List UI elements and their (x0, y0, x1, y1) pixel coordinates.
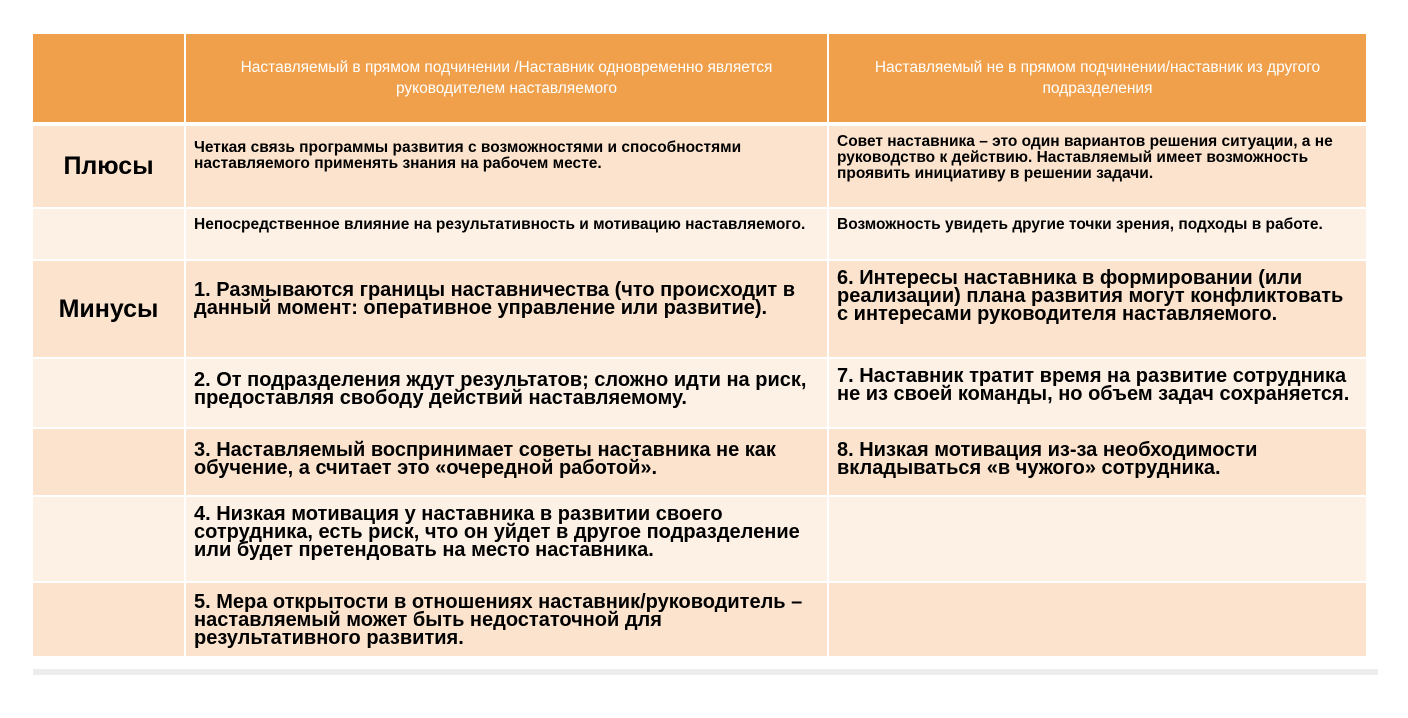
pros-cell-3: Непосредственное влияние на результативность и мотивацию наставляемого. (185, 208, 828, 260)
comparison-table (33, 34, 1366, 656)
cons-cell-8: 8. Низкая мотивация из-за необходимости вкладываться «в чужого» сотрудника. (828, 428, 1366, 496)
table-row (33, 496, 1366, 582)
row-label-empty (33, 496, 185, 582)
row-label-empty (33, 208, 185, 260)
table-row (33, 428, 1366, 496)
pros-cell-2: Совет наставника – это один вариантов решения ситуации, а не руководство к действию. Наставляемый имеет возможность проявить инициативу в решении задачи. (828, 124, 1366, 208)
empty-cell (828, 582, 1366, 656)
cons-cell-4: 4. Низкая мотивация у наставника в развитии своего сотрудника, есть риск, что он уйдет в другое подразделение или будет претендовать на место наставника. (185, 496, 828, 582)
table-row (33, 124, 1366, 208)
header-other-department: Наставляемый не в прямом подчинении/наставник из другого подразделения (828, 34, 1366, 124)
cons-cell-7: 7. Наставник тратит время на развитие сотрудника не из своей команды, но объем задач сохраняется. (828, 358, 1366, 428)
row-label-empty (33, 358, 185, 428)
row-label-pros: Плюсы (33, 124, 185, 208)
cons-cell-5: 5. Мера открытости в отношениях наставник/руководитель – наставляемый может быть недостаточной для результативного развития. (185, 582, 828, 656)
cons-cell-6: 6. Интересы наставника в формировании (или реализации) плана развития могут конфликтовать с интересами руководителя наставляемого. (828, 260, 1366, 358)
pros-cell-4: Возможность увидеть другие точки зрения, подходы в работе. (828, 208, 1366, 260)
row-label-empty (33, 428, 185, 496)
pros-cell-1: Четкая связь программы развития с возможностями и способностями наставляемого применять знания на рабочем месте. (185, 124, 828, 208)
table-header-row (33, 34, 1366, 124)
empty-cell (828, 496, 1366, 582)
cons-cell-1: 1. Размываются границы наставничества (что происходит в данный момент: оперативное управление или развитие). (185, 260, 828, 358)
table-row (33, 582, 1366, 656)
bottom-divider (33, 669, 1378, 675)
header-empty-cell (33, 34, 185, 124)
cons-cell-3: 3. Наставляемый воспринимает советы наставника не как обучение, а считает это «очередной работой». (185, 428, 828, 496)
table-row (33, 208, 1366, 260)
table-row (33, 358, 1366, 428)
table-row (33, 260, 1366, 358)
cons-cell-2: 2. От подразделения ждут результатов; сложно идти на риск, предоставляя свободу действий наставляемому. (185, 358, 828, 428)
row-label-empty (33, 582, 185, 656)
row-label-cons: Минусы (33, 260, 185, 358)
header-direct-subordination: Наставляемый в прямом подчинении /Наставник одновременно является руководителем наставляемого (185, 34, 828, 124)
